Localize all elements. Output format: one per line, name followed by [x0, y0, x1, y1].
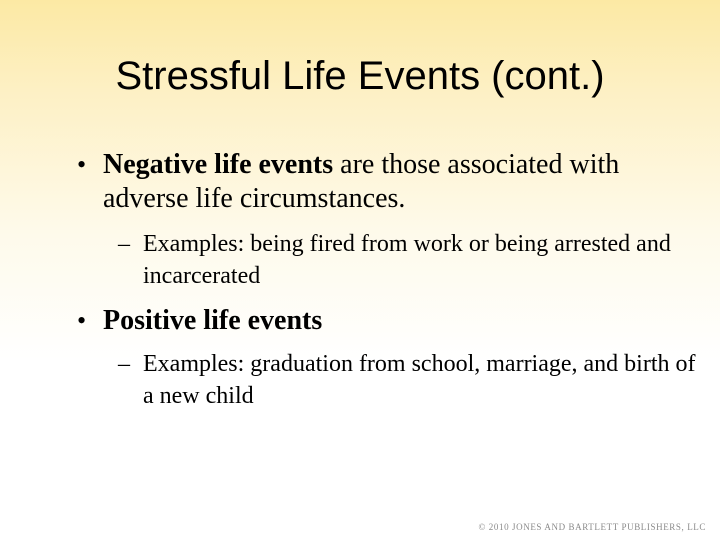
copyright-notice: © 2010 JONES AND BARTLETT PUBLISHERS, LLC — [478, 522, 706, 532]
bullet-positive-life-events — [77, 304, 697, 338]
bullet-description: are those associated with adverse life circumstances. — [103, 149, 620, 214]
bullet-text — [103, 148, 697, 216]
dash-marker: – — [118, 231, 130, 257]
sub-bullet-negative-examples — [118, 228, 708, 292]
bullet-bold-term: Negative life events — [103, 149, 334, 180]
sub-bullet-text: Examples: being fired from work or being arrested and incarcerated — [143, 231, 671, 289]
slide-title: Stressful Life Events (cont.) — [115, 54, 605, 98]
bullet-bold-term: Positive life events — [103, 305, 323, 336]
bullet-marker: • — [77, 306, 87, 335]
bullet-text — [103, 304, 697, 338]
dash-marker: – — [118, 351, 130, 377]
sub-bullet-positive-examples — [118, 348, 708, 412]
sub-bullet-text: Examples: graduation from school, marriage, and birth of a new child — [143, 351, 696, 409]
bullet-marker: • — [77, 150, 87, 179]
bullet-negative-life-events — [77, 148, 697, 216]
